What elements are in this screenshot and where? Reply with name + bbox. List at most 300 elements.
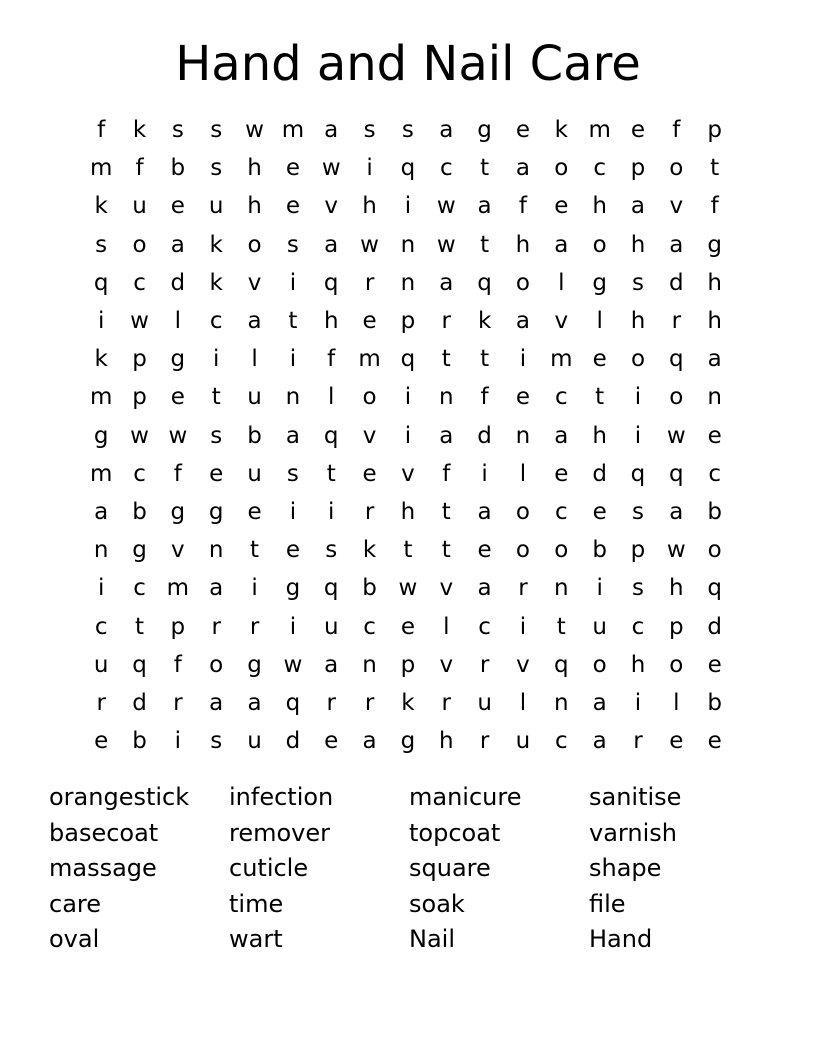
grid-letter: h [247,155,262,182]
grid-letter: s [401,117,414,144]
grid-letter: s [286,231,299,258]
grid-letter: t [441,537,451,564]
grid-letter: o [209,651,224,678]
grid-letter: w [436,231,456,258]
grid-letter: k [401,689,415,716]
grid-letter: v [362,422,377,449]
grid-row [82,722,734,760]
grid-letter: i [404,422,412,449]
grid-letter: t [710,155,720,182]
word-list-row [49,816,769,852]
grid-letter: g [93,422,109,449]
grid-letter: c [133,269,146,296]
grid-letter: s [631,269,644,296]
grid-letter: q [323,422,339,449]
grid-letter: k [132,117,147,144]
grid-row [82,417,734,455]
grid-letter: i [174,728,182,755]
grid-letter: a [477,193,492,220]
letter-grid [82,111,734,759]
grid-letter: m [166,575,190,602]
grid-letter: t [595,384,605,411]
grid-letter: i [251,575,258,602]
grid-letter: k [554,117,568,144]
word-list-item: wart [229,925,283,954]
grid-letter: f [442,460,451,487]
grid-letter: e [285,155,300,182]
grid-letter: s [210,728,223,755]
grid-letter: v [439,575,454,602]
grid-letter: v [516,651,530,678]
grid-letter: f [173,460,182,487]
grid-letter: n [400,269,416,296]
grid-letter: f [518,193,527,220]
grid-letter: r [633,728,643,755]
grid-letter: e [515,384,531,411]
grid-letter: i [596,575,603,602]
grid-letter: e [170,193,185,220]
grid-letter: h [400,498,416,525]
grid-row [82,531,734,569]
grid-letter: g [170,498,186,525]
grid-letter: i [404,384,412,411]
grid-letter: f [480,384,489,411]
grid-letter: e [515,117,531,144]
grid-letter: r [518,575,528,602]
word-list-item: basecoat [49,818,159,847]
grid-letter: i [97,575,105,602]
grid-letter: e [400,613,415,640]
grid-letter: q [93,269,109,296]
grid-letter: e [209,460,224,487]
grid-letter: i [519,346,527,373]
word-list-item: remover [229,818,331,847]
grid-letter: c [209,308,223,335]
grid-letter: p [132,346,147,373]
grid-letter: n [438,384,454,411]
grid-letter: a [209,575,224,602]
word-list-item: massage [49,854,157,883]
grid-letter: c [708,460,721,487]
grid-letter: m [588,117,611,144]
grid-letter: e [477,537,492,564]
grid-letter: s [171,117,184,144]
grid-letter: l [519,689,527,716]
grid-letter: e [592,498,607,525]
grid-letter: d [132,689,147,716]
grid-letter: r [364,689,375,716]
grid-letter: c [631,613,645,640]
grid-letter: a [515,155,530,182]
page-title: Hand and Nail Care [175,36,641,92]
grid-letter: c [478,613,491,640]
grid-letter: w [168,422,188,449]
word-list-item: time [229,889,284,918]
grid-letter: q [400,155,416,182]
grid-letter: q [669,346,684,373]
grid-letter: m [89,460,113,487]
word-list-item: cuticle [229,854,309,883]
grid-letter: b [170,155,186,182]
grid-letter: p [630,155,646,182]
grid-letter: s [286,460,299,487]
grid-letter: w [130,422,149,449]
grid-letter: b [707,498,722,525]
grid-letter: e [554,460,569,487]
grid-letter: g [247,651,262,678]
grid-letter: v [247,269,262,296]
grid-letter: q [669,460,684,487]
grid-letter: g [132,537,147,564]
grid-letter: a [94,498,109,525]
word-list-row [49,922,769,958]
grid-letter: k [94,193,108,220]
word-list-item: Nail [409,925,455,954]
grid-letter: i [481,460,488,487]
grid-letter: a [515,308,530,335]
grid-letter: v [439,651,454,678]
grid-letter: o [554,537,569,564]
grid-letter: p [400,308,416,335]
grid-letter: m [89,384,113,411]
grid-letter: d [707,613,722,640]
grid-letter: e [630,117,646,144]
grid-row [82,684,734,722]
grid-letter: e [285,537,300,564]
grid-letter: t [250,537,260,564]
grid-letter: u [93,651,109,678]
grid-letter: c [554,498,568,525]
grid-letter: a [669,498,684,525]
grid-row [82,607,734,645]
grid-letter: t [211,384,221,411]
grid-letter: n [554,575,569,602]
grid-letter: l [673,689,680,716]
grid-letter: d [285,728,301,755]
grid-letter: i [404,193,412,220]
grid-letter: s [210,117,223,144]
grid-letter: n [707,384,722,411]
grid-letter: d [477,422,492,449]
grid-letter: p [170,613,186,640]
grid-letter: h [247,193,262,220]
grid-letter: n [554,689,569,716]
grid-letter: r [211,613,221,640]
grid-letter: u [132,193,147,220]
grid-letter: l [174,308,182,335]
grid-letter: q [132,651,147,678]
grid-letter: s [631,575,644,602]
grid-letter: s [325,537,338,564]
grid-letter: h [362,193,377,220]
grid-letter: a [477,498,492,525]
grid-letter: m [281,117,305,144]
grid-letter: r [364,269,375,296]
grid-letter: l [443,613,450,640]
word-list-item: topcoat [409,818,501,847]
grid-letter: s [210,422,223,449]
grid-letter: e [362,308,377,335]
word-list-item: sanitise [589,783,682,812]
grid-letter: e [324,728,339,755]
grid-letter: g [208,498,224,525]
grid-row [82,646,734,684]
grid-letter: k [94,346,108,373]
grid-letter: h [630,308,646,335]
grid-letter: r [441,308,451,335]
grid-letter: q [400,346,416,373]
grid-letter: k [209,269,223,296]
grid-letter: c [593,155,606,182]
grid-letter: a [592,689,607,716]
grid-letter: a [324,117,339,144]
grid-letter: a [439,269,454,296]
grid-letter: o [362,384,377,411]
grid-row [82,378,734,416]
grid-letter: d [170,269,186,296]
grid-letter: w [666,537,686,564]
grid-letter: t [403,537,413,564]
grid-letter: f [173,651,182,678]
grid-letter: r [173,689,183,716]
grid-letter: n [400,231,416,258]
grid-letter: n [285,384,301,411]
grid-letter: g [592,269,607,296]
grid-letter: h [630,651,646,678]
grid-letter: w [321,155,341,182]
grid-letter: o [669,384,684,411]
grid-letter: h [438,728,454,755]
grid-letter: l [558,269,565,296]
grid-letter: q [285,689,301,716]
grid-letter: s [210,155,223,182]
grid-letter: q [323,575,339,602]
grid-letter: p [707,117,722,144]
grid-letter: s [95,231,108,258]
grid-row [82,264,734,302]
grid-letter: c [94,613,108,640]
grid-letter: r [249,613,260,640]
grid-letter: e [362,460,377,487]
grid-letter: w [283,651,303,678]
grid-letter: p [669,613,684,640]
grid-letter: u [323,613,339,640]
grid-letter: v [669,193,684,220]
grid-letter: i [289,498,297,525]
grid-letter: o [707,537,722,564]
grid-letter: b [132,728,147,755]
grid-letter: t [480,155,490,182]
grid-letter: e [669,728,684,755]
grid-letter: v [401,460,415,487]
grid-letter: q [323,269,339,296]
grid-letter: i [366,155,373,182]
grid-letter: f [710,193,719,220]
word-list-item: shape [589,854,662,883]
grid-letter: i [634,689,642,716]
grid-letter: u [247,460,262,487]
grid-letter: a [554,422,569,449]
grid-letter: h [707,269,722,296]
grid-letter: u [247,728,262,755]
grid-letter: p [400,651,416,678]
grid-letter: a [247,689,262,716]
grid-letter: a [707,346,722,373]
grid-letter: a [247,308,262,335]
grid-letter: w [398,575,418,602]
grid-letter: o [515,537,530,564]
grid-row [82,149,734,187]
grid-letter: a [477,575,492,602]
grid-letter: a [324,231,339,258]
grid-letter: c [133,460,146,487]
grid-letter: k [362,537,377,564]
grid-letter: g [477,117,492,144]
word-list-item: square [409,854,491,883]
grid-letter: g [170,346,186,373]
word-list-item: Hand [589,925,653,954]
word-list-item: file [589,889,626,918]
grid-letter: o [630,346,646,373]
grid-letter: o [554,155,569,182]
grid-letter: w [436,193,456,220]
grid-letter: i [289,269,297,296]
grid-letter: n [93,537,109,564]
grid-letter: u [247,384,262,411]
grid-letter: p [630,537,646,564]
grid-letter: o [592,231,607,258]
grid-row [82,493,734,531]
grid-letter: c [363,613,376,640]
grid-letter: o [515,498,530,525]
grid-letter: s [363,117,376,144]
grid-letter: h [592,422,607,449]
grid-letter: i [97,308,105,335]
grid-letter: l [596,308,603,335]
grid-letter: c [439,155,453,182]
grid-letter: u [477,689,492,716]
grid-letter: p [132,384,147,411]
grid-letter: t [480,231,490,258]
grid-letter: t [441,498,451,525]
grid-row [82,302,734,340]
grid-row [82,187,734,225]
grid-letter: a [285,422,300,449]
grid-letter: e [554,193,569,220]
grid-letter: m [89,155,113,182]
grid-letter: g [400,728,416,755]
grid-letter: c [554,384,568,411]
grid-letter: e [285,193,300,220]
grid-letter: f [135,155,144,182]
grid-letter: a [362,728,377,755]
grid-letter: u [592,613,607,640]
grid-letter: t [135,613,145,640]
grid-letter: q [707,575,722,602]
grid-letter: w [130,308,149,335]
grid-row [82,569,734,607]
word-list-item: care [49,889,102,918]
grid-letter: o [669,651,684,678]
grid-letter: q [477,269,492,296]
grid-letter: c [133,575,146,602]
grid-letter: s [631,498,644,525]
grid-letter: a [554,231,569,258]
grid-letter: i [634,384,642,411]
grid-letter: k [209,231,223,258]
grid-letter: e [94,728,109,755]
grid-row [82,340,734,378]
word-list-item: soak [409,889,465,918]
grid-letter: b [132,498,147,525]
grid-letter: m [358,346,381,373]
grid-letter: n [208,537,224,564]
grid-letter: n [362,651,377,678]
grid-row [82,111,734,149]
grid-letter: w [245,117,264,144]
word-list-item: manicure [409,783,522,812]
grid-letter: h [592,193,607,220]
grid-letter: a [439,422,454,449]
word-list-item: varnish [589,818,677,847]
grid-letter: g [285,575,301,602]
grid-letter: i [213,346,220,373]
grid-letter: w [666,422,686,449]
grid-letter: v [554,308,569,335]
grid-letter: o [515,269,530,296]
grid-letter: i [328,498,335,525]
grid-letter: r [96,689,106,716]
grid-letter: o [669,155,684,182]
word-list-item: infection [229,783,334,812]
grid-letter: d [592,460,607,487]
grid-letter: h [323,308,339,335]
grid-letter: a [170,231,185,258]
grid-row [82,226,734,264]
grid-letter: t [326,460,336,487]
grid-letter: o [592,651,607,678]
grid-letter: b [592,537,607,564]
word-list-row [49,780,769,816]
grid-letter: t [288,308,298,335]
grid-letter: t [441,346,451,373]
grid-letter: h [669,575,684,602]
grid-letter: h [515,231,531,258]
grid-letter: d [669,269,684,296]
grid-letter: e [707,422,722,449]
grid-letter: k [477,308,492,335]
grid-letter: r [364,498,375,525]
grid-letter: r [441,689,451,716]
grid-letter: a [592,728,607,755]
grid-letter: n [515,422,531,449]
grid-letter: r [326,689,336,716]
grid-letter: q [553,651,569,678]
grid-letter: g [707,231,722,258]
grid-letter: a [439,117,454,144]
grid-letter: v [171,537,185,564]
word-list-item: orangestick [49,783,190,812]
grid-letter: i [519,613,527,640]
word-list-item: oval [49,925,100,954]
grid-letter: o [247,231,262,258]
grid-row [82,455,734,493]
grid-letter: h [630,231,646,258]
grid-letter: i [289,346,297,373]
grid-letter: b [247,422,262,449]
grid-letter: a [630,193,646,220]
grid-letter: l [251,346,258,373]
